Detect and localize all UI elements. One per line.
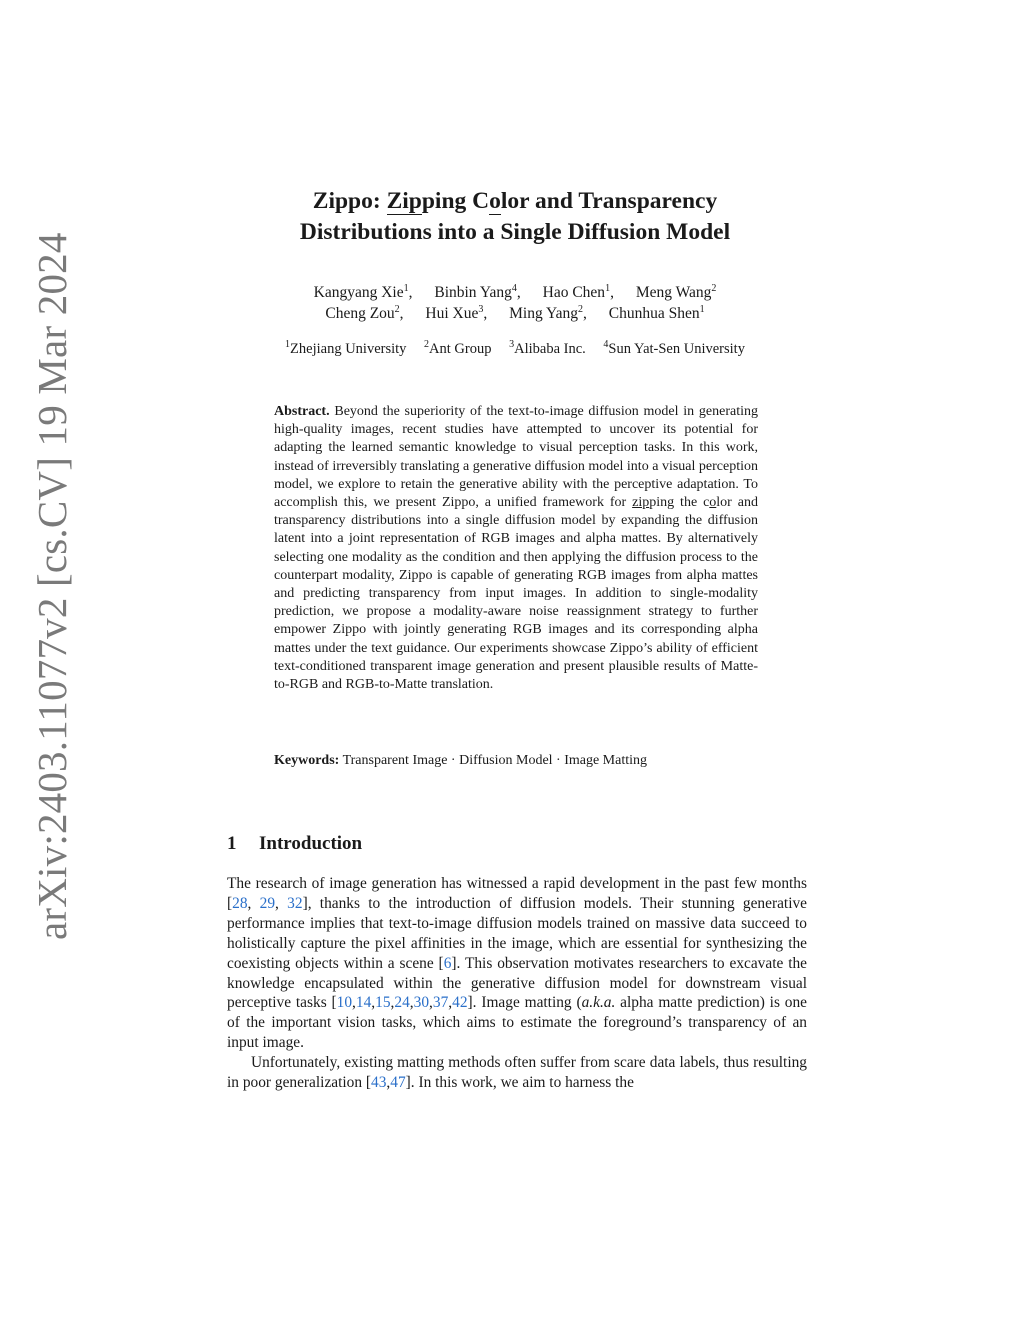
title-o-underline: o <box>489 188 501 214</box>
citation-link[interactable]: 24 <box>394 994 410 1012</box>
affiliation: $^3$Alibaba Inc. <box>509 339 586 357</box>
author-list <box>220 282 810 324</box>
paper-title: Zippo: Zipping Color and Transparency Distributions into a Single Diffusion Model <box>299 188 731 245</box>
affiliation: $^1$Zhejiang University <box>285 339 407 357</box>
author: Hao Chen$^1$, <box>542 283 614 301</box>
affiliation-list <box>220 339 810 359</box>
section-title: Introduction <box>259 833 363 854</box>
citation-link[interactable]: 42 <box>452 994 468 1012</box>
citation-link[interactable]: 29 <box>259 894 276 912</box>
citation-link[interactable]: 10 <box>336 994 353 1012</box>
keywords-label: Keywords: <box>274 753 340 768</box>
section-heading <box>227 832 807 856</box>
affiliation: $^2$Ant Group <box>424 339 492 357</box>
keywords: Keywords: Transparent Image · Diffusion Model · Image Matting <box>274 753 648 768</box>
citation-link[interactable]: 47 <box>390 1074 406 1092</box>
author: Binbin Yang$^4$, <box>434 283 521 301</box>
author: Kangyang Xie$^1$, <box>313 283 413 301</box>
citation-link[interactable]: 43 <box>371 1074 387 1092</box>
abstract-label: Abstract. <box>274 404 330 419</box>
title-line-2: Distributions into a Single Diffusion Model <box>299 219 731 245</box>
citation-link[interactable]: 6 <box>443 954 452 972</box>
introduction-body <box>227 874 807 1093</box>
author: Meng Wang$^2$ <box>635 283 717 301</box>
author: Cheng Zou$^2$, <box>325 304 404 322</box>
author: Ming Yang$^2$, <box>509 304 587 322</box>
abstract: Abstract. Beyond the superiority of the text-to-image diffusion model in generating high-quality images, recent studies have attempted to uncover its potential for adapting the learned semantic knowledge to visual perception tasks. In this work, instead of irreversibly translating a generative diffusion model into a visual perception model, we explore to retain the generative ability with the perceptive adaptation. To accomplish this, we present Zippo, a unified framework for zipping the color and transparency distributions into a single diffusion model by expanding the diffusion latent into a joint representation of RGB images and alpha mattes. By alternatively selecting one modality as the condition and then applying the diffusion process to the counterpart modality, Zippo is capable of generating RGB images from alpha mattes and predicting transparency from input images. In addition to single-modality prediction, we propose a modality-aware noise reassignment strategy to further empower Zippo with jointly generating RGB images and its corresponding alpha mattes under the text guidance. Our experiments showcase Zippo’s ability of efficient text-conditioned transparent image generation and present plausible results of Matte-to-RGB and RGB-to-Matte translation. <box>274 404 758 693</box>
arxiv-identifier: arXiv:2403.11077v2 [cs.CV] 19 Mar 2024 <box>29 232 75 940</box>
author: Hui Xue$^3$, <box>425 304 488 322</box>
citation-link[interactable]: 30 <box>413 994 430 1012</box>
citation-link[interactable]: 15 <box>375 994 391 1012</box>
title-zip-underline: Zip <box>386 188 422 214</box>
paragraph: The research of image generation has witnessed a rapid development in the past few months [28, 29, 32], thanks to the introduction of diffusion models. Their stunning generative performance implies that text-to-image diffusion models trained on massive data succeed to holistically capture the pixel affinities in the image, which are essential for synthesizing the coexisting objects within a scene [6]. This observation motivates researchers to excavate the knowledge encapsulated within the generative diffusion model for downstream visual perceptive tasks [10,14,15,24,30,37,42]. Image matting (a.k.a. alpha matte prediction) is one of the important vision tasks, which aims to estimate the foreground’s transparency of an input image. <box>227 875 807 1052</box>
citation-link[interactable]: 14 <box>355 994 372 1012</box>
citation-link[interactable]: 32 <box>287 894 303 912</box>
citation-link[interactable]: 37 <box>432 994 449 1012</box>
section-number: 1 <box>227 833 237 854</box>
paragraph: Unfortunately, existing matting methods often suffer from scare data labels, thus resulting in poor generalization [43,47]. In this work, we aim to harness the <box>227 1054 807 1092</box>
citation-link[interactable]: 28 <box>232 894 248 912</box>
affiliation: $^4$Sun Yat-Sen University <box>603 339 745 357</box>
author: Chunhua Shen$^1$ <box>608 304 705 322</box>
